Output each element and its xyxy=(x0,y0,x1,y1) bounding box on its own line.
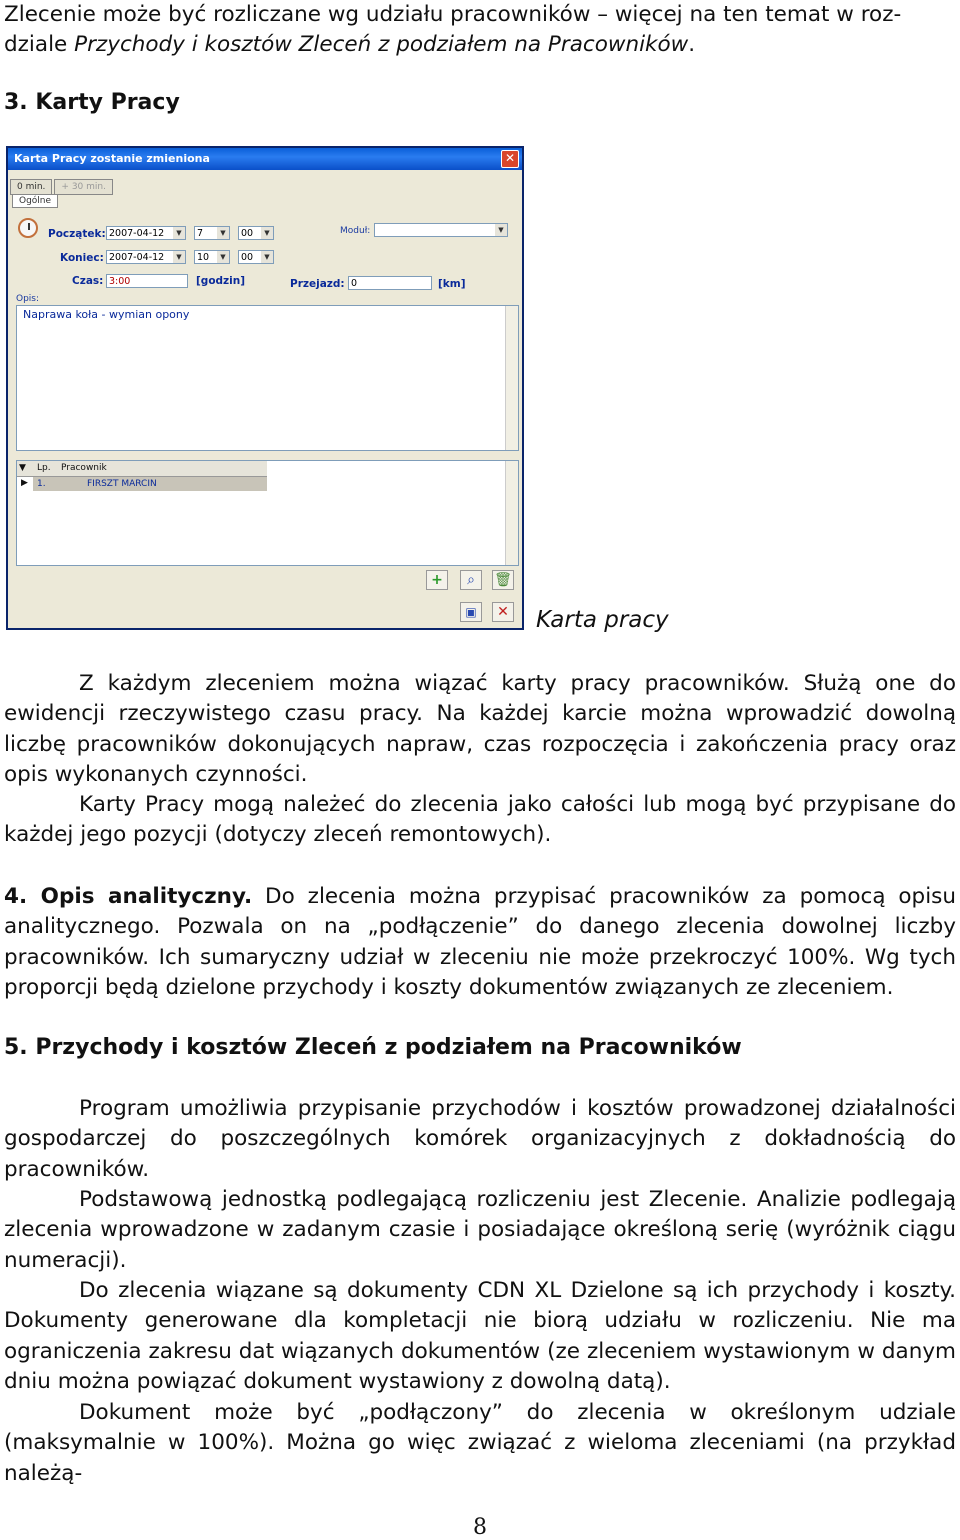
time-tabs xyxy=(10,174,115,190)
row-worker: FIRSZT MARCIN xyxy=(87,479,157,489)
start-date-value: 2007-04-12 xyxy=(109,228,165,239)
paragraph-5d: Dokument może być „podłączony” do zlecenia w określonym udziale (maksymalnie w 100%). Można go więc związać z wieloma zleceniami (na przykład należą- xyxy=(4,1400,956,1486)
chevron-down-icon[interactable]: ▼ xyxy=(495,224,507,236)
description-textarea[interactable] xyxy=(16,305,519,451)
end-hour-field[interactable] xyxy=(194,250,230,264)
time-unit: [godzin] xyxy=(196,275,246,287)
start-minute-value: 00 xyxy=(241,228,254,239)
time-field[interactable]: 3:00 xyxy=(106,274,188,288)
start-minute-field[interactable] xyxy=(238,226,274,240)
intro-section-reference: Przychody i kosztów Zleceń z podziałem na Pracowników xyxy=(74,32,689,58)
end-date-field[interactable] xyxy=(106,250,186,264)
chevron-down-icon[interactable]: ▼ xyxy=(261,227,273,239)
time-label: Czas: xyxy=(72,275,104,287)
mileage-unit: [km] xyxy=(438,278,466,290)
description-text: Naprawa koła - wymian opony xyxy=(23,308,190,321)
figure-caption: Karta pracy xyxy=(536,607,669,633)
description-scrollbar[interactable] xyxy=(505,306,518,450)
grid-header xyxy=(17,461,267,477)
section-4-heading: 4. Opis analityczny. xyxy=(4,884,253,909)
end-date-value: 2007-04-12 xyxy=(109,252,165,263)
table-row[interactable] xyxy=(33,477,267,491)
work-card-dialog xyxy=(6,146,524,630)
paragraph-5c: Do zlecenia wiązane są dokumenty CDN XL Dzielone są ich przychody i koszty. Dokumenty generowane dla kompletacji nie biorą udziału w rozliczeniu. Nie ma ograniczenia zakresu dat wiązanych dokumentów (ze zleceniem wystawionym w danym dniu można powiązać dokument wystawiony z dowolną datą). xyxy=(4,1278,956,1395)
module-label: Moduł: xyxy=(340,226,371,236)
intro-line2-post: . xyxy=(688,32,696,58)
paragraph-5a: Program umożliwia przypisanie przychodów i kosztów prowadzonej działalności gospodarczej do poszczególnych komórek organizacyjnych z dokładnością do pracowników. xyxy=(4,1096,956,1182)
column-worker[interactable]: Pracownik xyxy=(61,463,107,473)
tab-0-min[interactable]: 0 min. xyxy=(10,179,52,195)
row-pointer-icon: ▶ xyxy=(21,478,28,488)
save-icon[interactable]: ▣ xyxy=(460,602,482,622)
paragraph-work-cards-2: Karty Pracy mogą należeć do zlecenia jako całości lub mogą być przypisane do każdej jego pozycji (dotyczy zleceń remontowych). xyxy=(4,792,956,848)
section-5-heading: 5. Przychody i kosztów Zleceń z podziałem na Pracowników xyxy=(4,1035,742,1060)
start-hour-value: 7 xyxy=(197,228,204,239)
section-4-text: Do zlecenia można przypisać pracowników za pomocą opisu analitycznego. Pozwala on na „podłączenie” do danego zlecenia dowolnej liczby pracowników. Ich sumaryczny udział w zleceniu nie może przekroczyć 100%. Wg tych proporcji będą dzielone przychody i koszty dokumentów związanych ze zleceniem. xyxy=(4,884,956,1001)
search-icon[interactable]: ⌕ xyxy=(460,570,482,590)
mileage-field[interactable]: 0 xyxy=(348,276,432,290)
module-select[interactable] xyxy=(374,223,508,237)
end-minute-field[interactable] xyxy=(238,250,274,264)
chevron-down-icon[interactable]: ▼ xyxy=(173,251,185,263)
chevron-down-icon[interactable]: ▼ xyxy=(217,227,229,239)
row-lp: 1. xyxy=(37,479,46,489)
dialog-title: Karta Pracy zostanie zmieniona xyxy=(14,152,210,165)
intro-line2-pre: dziale xyxy=(4,32,75,58)
start-label: Początek: xyxy=(48,228,106,240)
chevron-down-icon[interactable]: ▼ xyxy=(19,463,26,473)
grid-scrollbar[interactable] xyxy=(505,461,518,565)
cancel-icon[interactable]: ✕ xyxy=(492,602,514,622)
dialog-titlebar xyxy=(8,148,522,170)
tab-plus-30-min[interactable]: + 30 min. xyxy=(54,179,113,195)
intro-line1: Zlecenie może być rozliczane wg udziału pracowników – więcej na ten temat w roz- xyxy=(4,2,902,27)
page-number: 8 xyxy=(473,1515,487,1540)
chevron-down-icon[interactable]: ▼ xyxy=(261,251,273,263)
description-label: Opis: xyxy=(16,294,40,304)
section-3-heading: 3. Karty Pracy xyxy=(4,90,180,115)
section-4-paragraph xyxy=(4,882,956,1004)
start-hour-field[interactable] xyxy=(194,226,230,240)
chevron-down-icon[interactable]: ▼ xyxy=(217,251,229,263)
add-icon[interactable]: + xyxy=(426,570,448,590)
end-label: Koniec: xyxy=(60,252,104,264)
paragraph-work-cards-1: Z każdym zleceniem można wiązać karty pracy pracowników. Służą one do ewidencji rzeczywistego czasu pracy. Na każdej karcie można wprowadzić dowolną liczbę pracowników dokonujących napraw, czas rozpoczęcia i zakończenia pracy oraz opis wykonanych czynności. xyxy=(4,671,956,788)
column-lp[interactable]: Lp. xyxy=(37,463,51,473)
mileage-label: Przejazd: xyxy=(290,278,345,290)
intro-paragraph xyxy=(4,0,956,61)
start-date-field[interactable] xyxy=(106,226,186,240)
trash-icon[interactable]: 🗑 xyxy=(492,570,514,590)
chevron-down-icon[interactable]: ▼ xyxy=(173,227,185,239)
tab-general[interactable]: Ogólne xyxy=(12,194,58,208)
close-icon[interactable]: ✕ xyxy=(501,150,519,168)
clock-icon xyxy=(18,218,38,238)
paragraph-5b: Podstawową jednostką podlegającą rozliczeniu jest Zlecenie. Analizie podlegają zlecenia wprowadzone w zadanym czasie i posiadające określoną serię (wyróżnik ciągu numeracji). xyxy=(4,1187,956,1273)
end-hour-value: 10 xyxy=(197,252,210,263)
workers-grid xyxy=(16,460,519,566)
end-minute-value: 00 xyxy=(241,252,254,263)
